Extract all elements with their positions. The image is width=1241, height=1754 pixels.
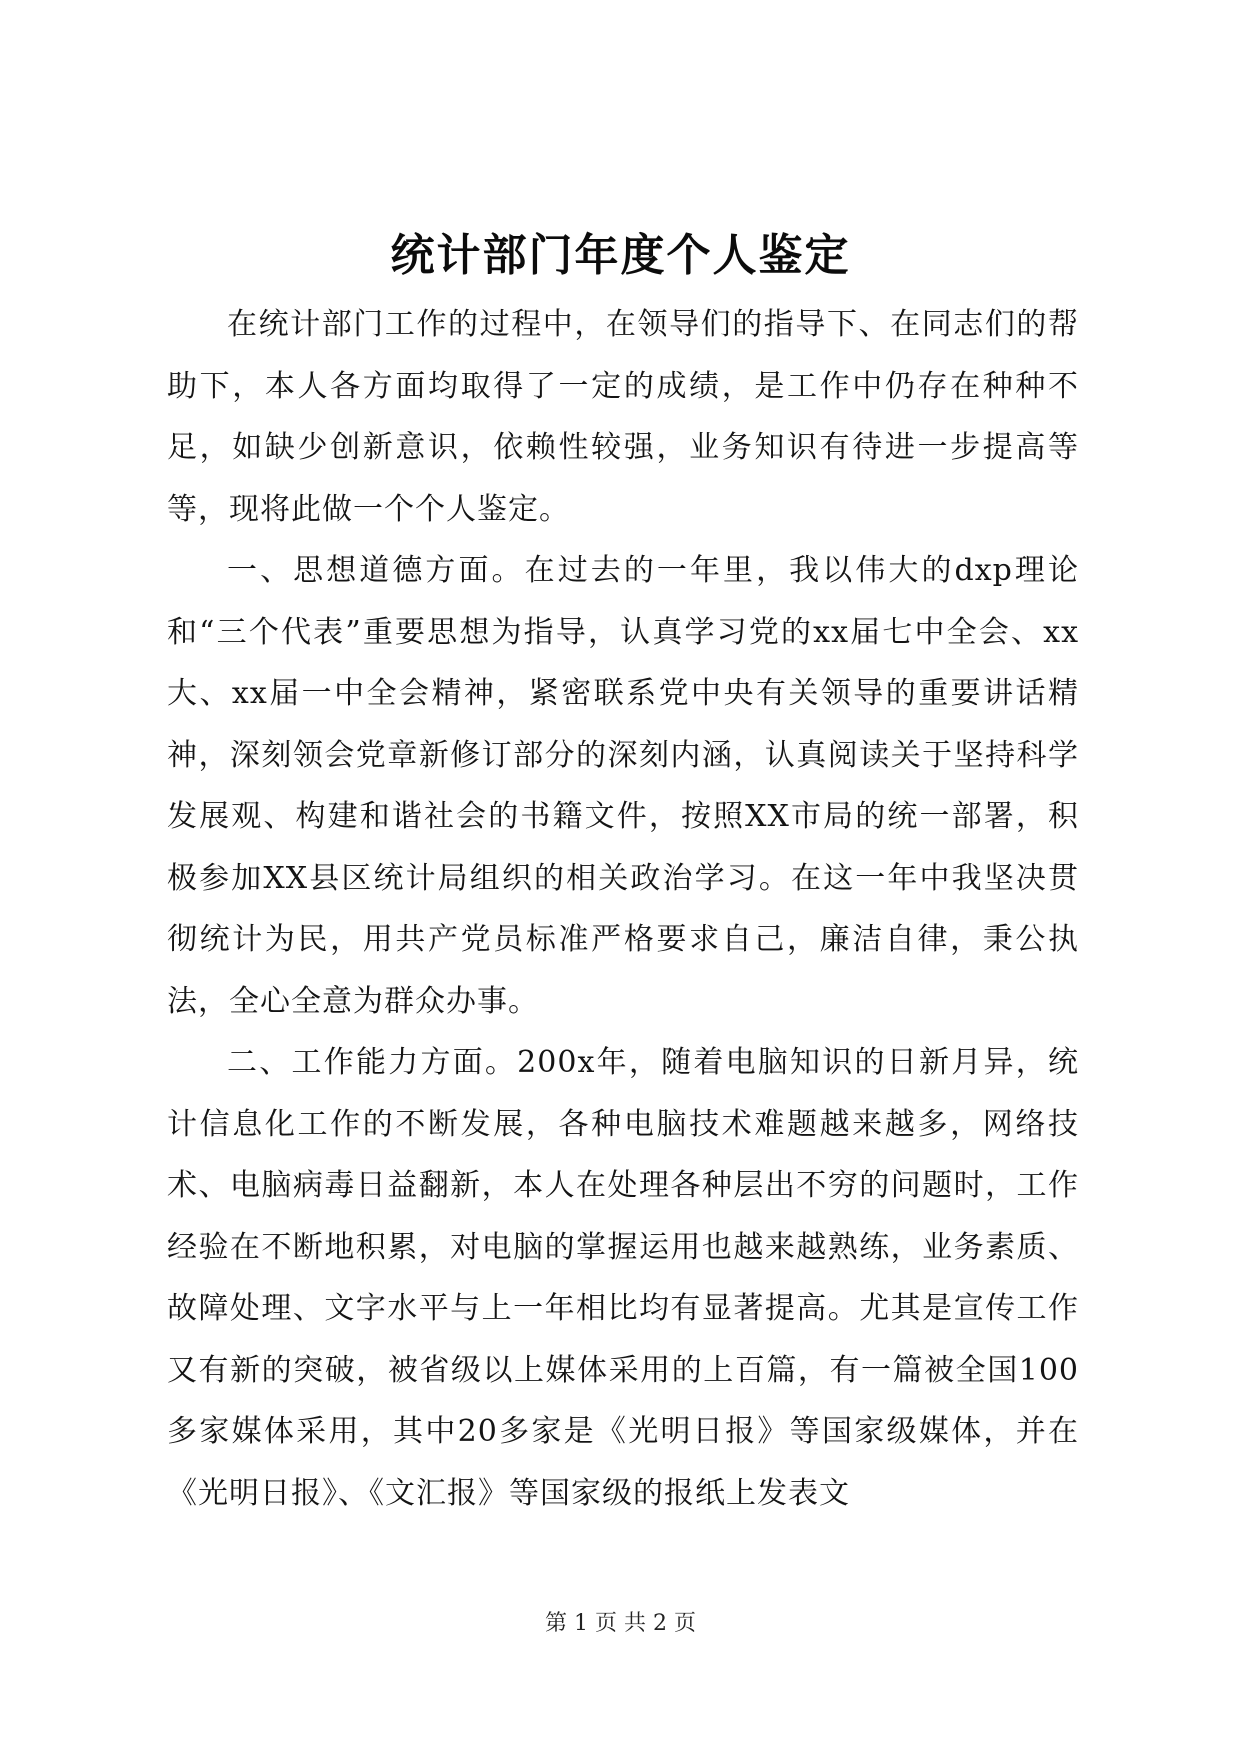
- paragraph-ideology-morality: 一、思想道德方面。在过去的一年里，我以伟大的dxp理论和“三个代表”重要思想为指导，认真学习党的xx届七中全会、xx大、xx届一中全会精神，紧密联系党中央有关领导的重要讲话精神，深刻领会党章新修订部分的深刻内涵，认真阅读关于坚持科学发展观、构建和谐社会的书籍文件，按照XX市局的统一部署，积极参加XX县区统计局组织的相关政治学习。在这一年中我坚决贯彻统计为民，用共产党员标准严格要求自己，廉洁自律，秉公执法，全心全意为群众办事。: [167, 553, 1079, 1019]
- page-number-footer: 第 1 页 共 2 页: [545, 1611, 696, 1636]
- paragraph-intro: 在统计部门工作的过程中，在领导们的指导下、在同志们的帮助下，本人各方面均取得了一定的成绩，是工作中仍存在种种不足，如缺少创新意识，依赖性较强，业务知识有待进一步提高等等，现将此做一个个人鉴定。: [167, 307, 1079, 527]
- document-title: 统计部门年度个人鉴定: [390, 230, 851, 281]
- paragraph-work-ability: 二、工作能力方面。200x年，随着电脑知识的日新月异，统计信息化工作的不断发展，各种电脑技术难题越来越多，网络技术、电脑病毒日益翻新，本人在处理各种层出不穷的问题时，工作经验在不断地积累，对电脑的掌握运用也越来越熟练，业务素质、故障处理、文字水平与上一年相比均有显著提高。尤其是宣传工作又有新的突破，被省级以上媒体采用的上百篇，有一篇被全国100多家媒体采用，其中20多家是《光明日报》等国家级媒体，并在《光明日报》、《文汇报》等国家级的报纸上发表文: [167, 1045, 1079, 1511]
- document-body: [167, 294, 1079, 1524]
